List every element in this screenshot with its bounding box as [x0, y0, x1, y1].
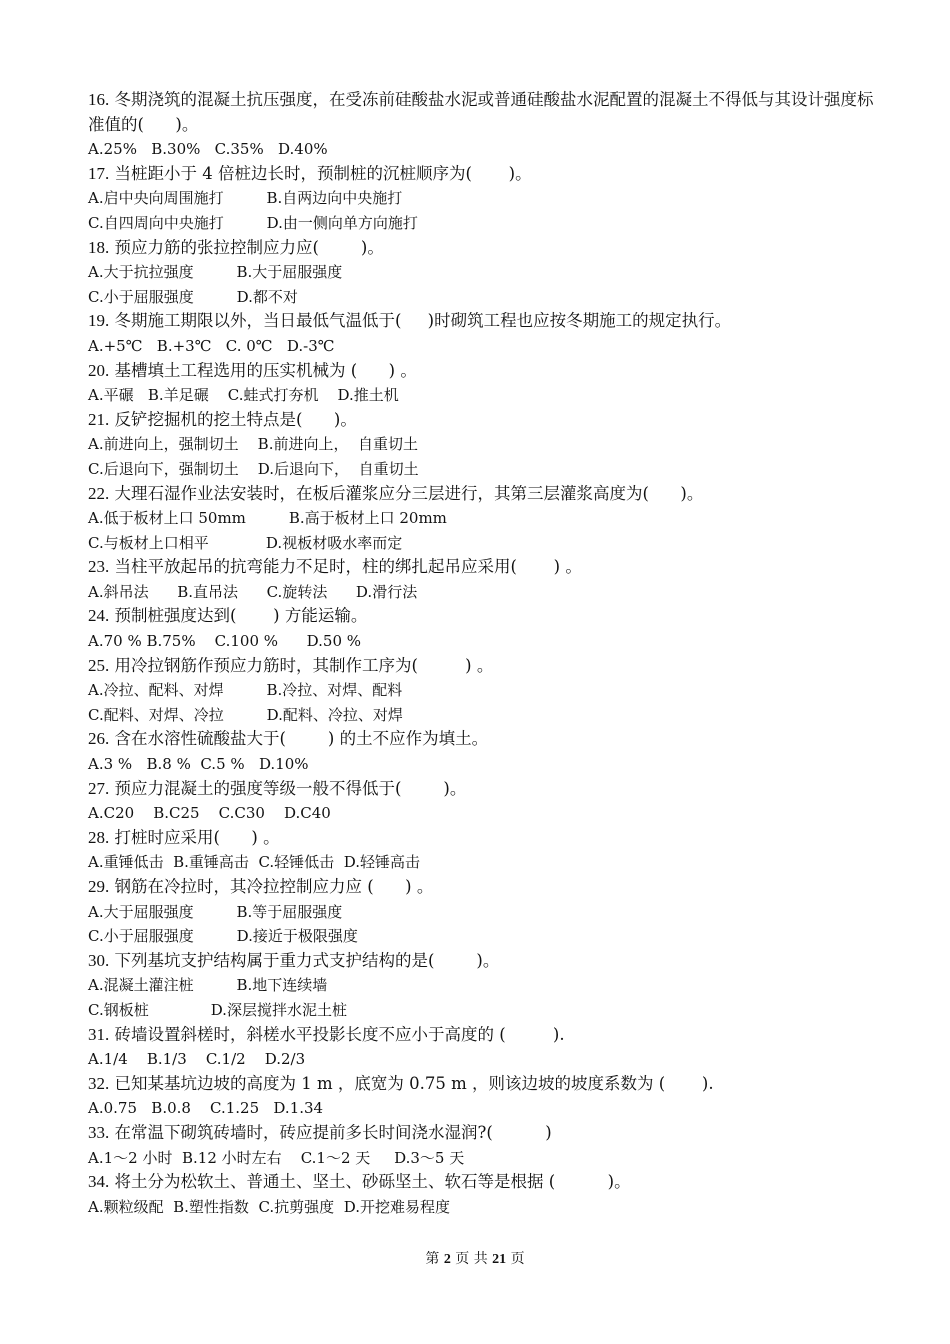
answer-options: C.配料、对焊、冷拉 D.配料、冷拉、对焊	[88, 705, 403, 724]
question-text	[88, 88, 878, 137]
question-stem: 基槽填土工程选用的压实机械为 ( ) 。	[109, 360, 417, 380]
question-number: 31.	[88, 1024, 110, 1044]
question-text	[88, 1121, 878, 1146]
question-stem: 含在水溶性硫酸盐大于( ) 的土不应作为填土。	[109, 729, 489, 749]
answer-options: C.后退向下，强制切土 D.后退向下， 自重切土	[88, 459, 419, 478]
answer-options: A.颗粒级配 B.塑性指数 C.抗剪强度 D.开挖难易程度	[88, 1197, 450, 1216]
question-block	[88, 236, 878, 310]
answer-options: C.自四周向中央施打 D.由一侧向单方向施打	[88, 213, 418, 232]
question-stem: 在常温下砌筑砖墙时，砖应提前多长时间浇水湿润?( )	[109, 1122, 552, 1142]
question-stem: 打桩时应采用( ) 。	[109, 827, 280, 847]
answer-options: A.混凝土灌注桩 B.地下连续墙	[88, 976, 328, 995]
question-block	[88, 88, 878, 162]
question-block	[88, 162, 878, 236]
answer-options: A.大于抗拉强度 B.大于屈服强度	[88, 263, 343, 282]
answer-options: C.小于屈服强度 D.都不对	[88, 287, 298, 306]
answer-options: A.1～2 小时 B.12 小时左右 C.1～2 天 D.3～5 天	[88, 1148, 465, 1167]
question-block	[88, 1170, 878, 1219]
answer-options: A.大于屈服强度 B.等于屈服强度	[88, 902, 343, 921]
question-number: 28.	[88, 827, 110, 847]
question-number: 16.	[88, 90, 110, 109]
question-stem: 用冷拉钢筋作预应力筋时，其制作工序为( ) 。	[109, 655, 494, 675]
question-text	[88, 604, 878, 629]
answer-options: A.前进向上，强制切土 B.前进向上， 自重切土	[88, 435, 419, 454]
question-text	[88, 826, 878, 851]
question-text	[88, 654, 878, 679]
question-number: 27.	[88, 778, 110, 798]
question-text	[88, 1170, 878, 1195]
answer-options: A.平碾 B.羊足碾 C.蛙式打夯机 D.推土机	[88, 386, 399, 405]
question-text	[88, 727, 878, 752]
question-block	[88, 777, 878, 826]
answer-options: A.启中央向周围施打 B.自两边向中央施打	[88, 189, 403, 208]
question-text	[88, 875, 878, 900]
question-block	[88, 604, 878, 653]
question-block	[88, 482, 878, 556]
question-block	[88, 654, 878, 728]
question-number: 23.	[88, 557, 110, 577]
question-block	[88, 309, 878, 358]
question-text	[88, 236, 878, 261]
answer-options: A.70 % B.75% C.100 % D.50 %	[88, 632, 362, 651]
question-text	[88, 949, 878, 974]
question-stem: 当柱平放起吊的抗弯能力不足时，柱的绑扎起吊应采用( ) 。	[109, 557, 582, 577]
answer-options: A.斜吊法 B.直吊法 C.旋转法 D.滑行法	[88, 582, 418, 601]
question-stem: 预制桩强度达到( ) 方能运输。	[109, 606, 368, 626]
question-text	[88, 359, 878, 384]
question-text	[88, 408, 878, 433]
question-number: 22.	[88, 483, 110, 503]
question-stem: 冬期浇筑的混凝土抗压强度，在受冻前硅酸盐水泥或普通硅酸盐水泥配置的混凝土不得低与其设计强度标准值的( )。	[88, 90, 874, 134]
footer-prefix: 第	[425, 1251, 440, 1267]
question-number: 25.	[88, 655, 110, 675]
question-stem: 砖墙设置斜槎时，斜槎水平投影长度不应小于高度的 ( ).	[109, 1024, 565, 1044]
question-number: 26.	[88, 729, 110, 749]
question-stem: 已知某基坑边坡的高度为 1 m ，底宽为 0.75 m ，则该边坡的坡度系数为 ( ).	[109, 1073, 714, 1093]
question-number: 17.	[88, 163, 110, 183]
question-block	[88, 875, 878, 949]
question-block	[88, 359, 878, 408]
answer-options: A.重锤低击 B.重锤高击 C.轻锤低击 D.轻锤高击	[88, 853, 420, 872]
question-stem: 下列基坑支护结构属于重力式支护结构的是( )。	[109, 950, 500, 970]
answer-options: A.冷拉、配料、对焊 B.冷拉、对焊、配料	[88, 681, 403, 700]
answer-options: A.+5℃ B.+3℃ C. 0℃ D.-3℃	[88, 336, 335, 355]
question-number: 18.	[88, 237, 110, 257]
question-block	[88, 949, 878, 1023]
question-stem: 预应力混凝土的强度等级一般不得低于( )。	[109, 778, 467, 798]
question-stem: 预应力筋的张拉控制应力应( )。	[109, 237, 384, 257]
question-stem: 大理石湿作业法安装时，在板后灌浆应分三层进行，其第三层灌浆高度为( )。	[109, 483, 704, 503]
question-number: 29.	[88, 877, 110, 896]
question-text	[88, 777, 878, 802]
answer-options: C.小于屈服强度 D.接近于极限强度	[88, 927, 358, 946]
document-page	[88, 88, 878, 1219]
question-block	[88, 555, 878, 604]
question-number: 19.	[88, 311, 110, 331]
question-text	[88, 555, 878, 580]
question-block	[88, 1121, 878, 1170]
question-stem: 反铲挖掘机的挖土特点是( )。	[109, 409, 357, 429]
question-stem: 钢筋在冷拉时，其冷拉控制应力应 ( ) 。	[109, 877, 434, 896]
question-number: 21.	[88, 409, 110, 429]
question-number: 24.	[88, 606, 110, 626]
answer-options: A.C20 B.C25 C.C30 D.C40	[88, 804, 331, 823]
answer-options: A.低于板材上口 50mm B.高于板材上口 20mm	[88, 509, 447, 528]
question-stem: 当桩距小于 4 倍桩边长时，预制桩的沉桩顺序为( )。	[109, 163, 532, 183]
answer-options: A.0.75 B.0.8 C.1.25 D.1.34	[88, 1099, 324, 1118]
question-text	[88, 1072, 878, 1097]
footer-page-number: 2	[443, 1252, 451, 1267]
question-number: 30.	[88, 950, 110, 970]
question-number: 20.	[88, 360, 110, 380]
question-block	[88, 1072, 878, 1121]
answer-options: C.与板材上口相平 D.视板材吸水率而定	[88, 533, 403, 552]
question-text	[88, 1023, 878, 1048]
question-number: 34.	[88, 1172, 110, 1192]
answer-options: A.3 % B.8 % C.5 % D.10%	[88, 755, 309, 774]
answer-options: A.25% B.30% C.35% D.40%	[88, 140, 328, 159]
question-block	[88, 408, 878, 482]
answer-options: A.1/4 B.1/3 C.1/2 D.2/3	[88, 1050, 306, 1069]
page-footer	[0, 1248, 950, 1268]
footer-middle: 页 共	[455, 1251, 488, 1267]
footer-total-pages: 21	[492, 1252, 507, 1267]
answer-options: C.钢板桩 D.深层搅拌水泥土桩	[88, 1000, 347, 1019]
question-block	[88, 826, 878, 875]
question-stem: 将土分为松软土、普通土、坚土、砂砾坚土、软石等是根据 ( )。	[109, 1172, 631, 1192]
question-stem: 冬期施工期限以外，当日最低气温低于( )时砌筑工程也应按冬期施工的规定执行。	[109, 311, 732, 331]
question-text	[88, 162, 878, 187]
question-number: 32.	[88, 1073, 110, 1093]
question-text	[88, 482, 878, 507]
question-number: 33.	[88, 1122, 110, 1142]
footer-suffix: 页	[510, 1251, 525, 1267]
question-text	[88, 309, 878, 334]
question-block	[88, 727, 878, 776]
question-block	[88, 1023, 878, 1072]
